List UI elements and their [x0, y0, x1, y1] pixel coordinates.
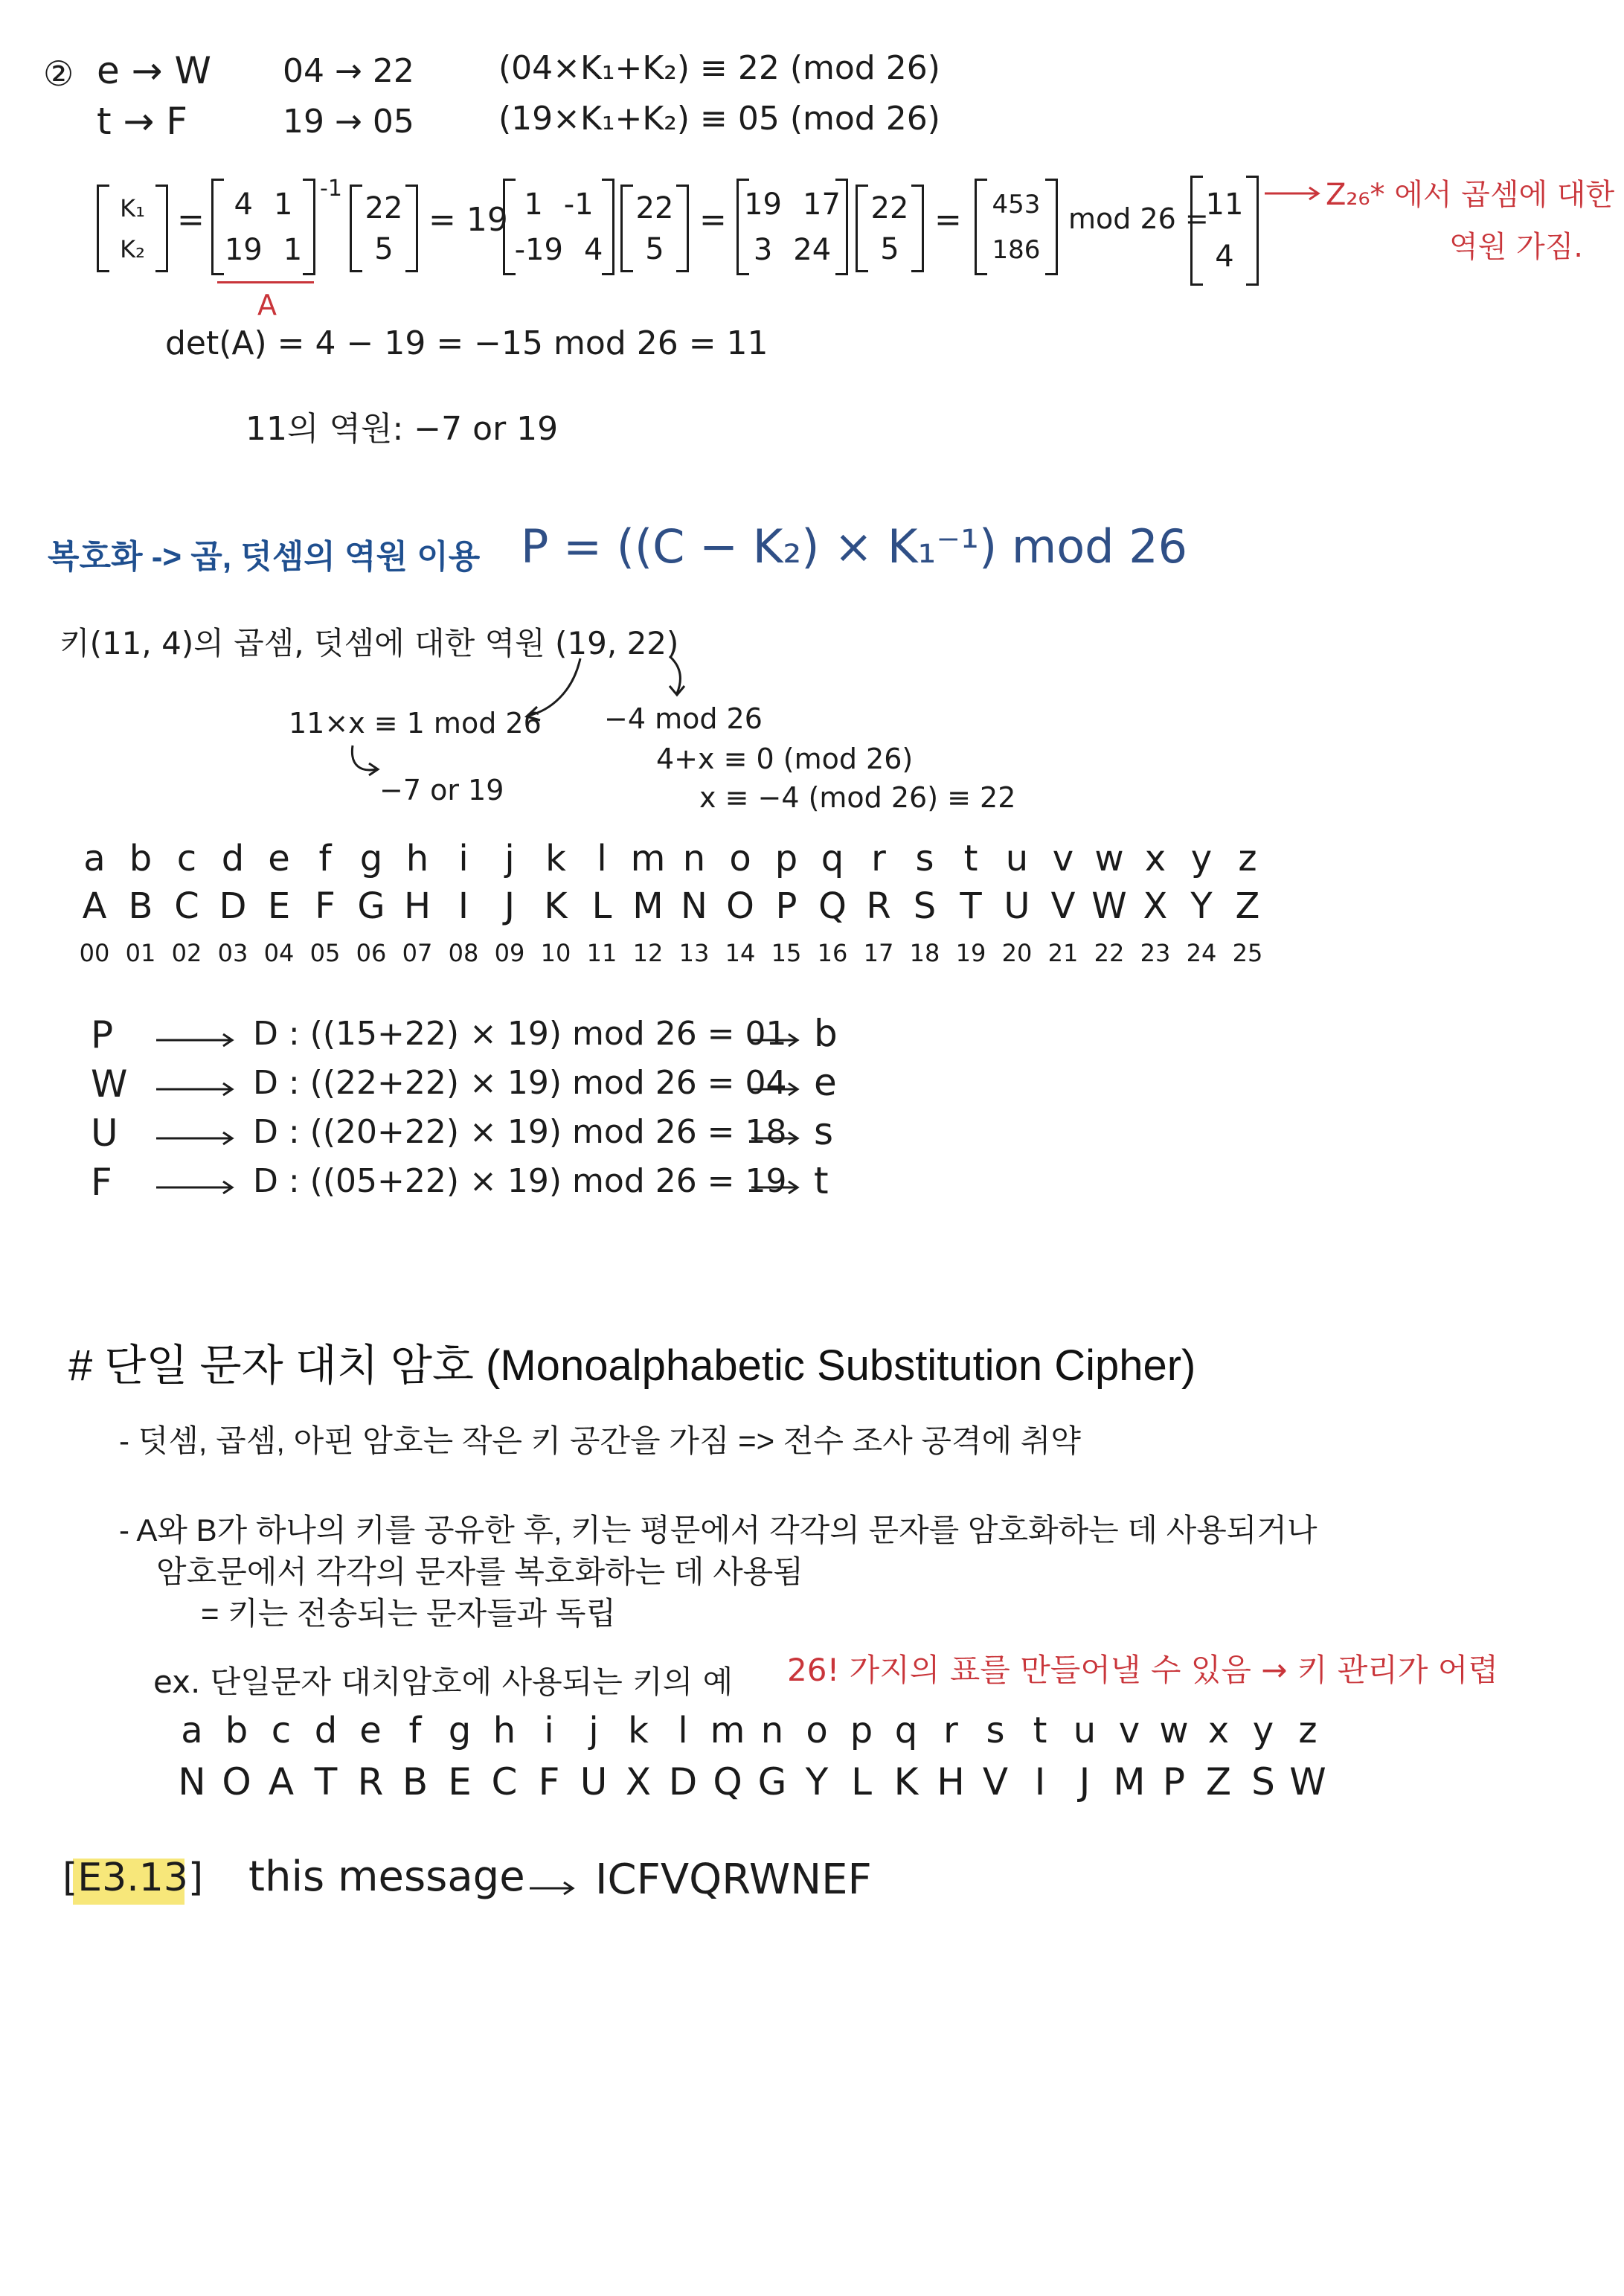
key-inverse-line: 키(11, 4)의 곱셈, 덧셈에 대한 역원 (19, 22): [60, 625, 679, 661]
k1-cell: K₁: [120, 193, 145, 222]
alphabet-upper-letter: Q: [818, 885, 847, 927]
decrypt-row-expression: D : ((05+22) × 19) mod 26 = 19: [253, 1162, 787, 1200]
alphabet-number: 07: [402, 939, 433, 967]
decrypt-row-expression: D : ((15+22) × 19) mod 26 = 01: [253, 1015, 787, 1053]
bullet-1: - 덧셈, 곱셈, 아핀 암호는 작은 키 공간을 가짐 => 전수 조사 공격에 취약: [119, 1423, 1081, 1458]
decrypt-row-from: W: [91, 1062, 128, 1106]
plain-letter: g: [448, 1710, 472, 1751]
cipher-letter: U: [580, 1760, 608, 1803]
mul-inverse-answer: −7 or 19: [379, 774, 504, 807]
red-arrow-icon: [1265, 186, 1324, 201]
r-4: 4: [1215, 240, 1234, 274]
cipher-letter: H: [937, 1760, 965, 1803]
alphabet-number: 14: [725, 939, 756, 967]
alphabet-upper-letter: F: [315, 885, 336, 927]
short-arrow-icon: [751, 1082, 803, 1097]
alphabet-number: 20: [1001, 939, 1033, 967]
plain-letter: a: [181, 1710, 203, 1751]
alphabet-upper-letter: M: [632, 885, 664, 927]
alphabet-lower-letter: t: [963, 838, 978, 879]
item-number: ②: [43, 54, 74, 94]
decrypt-row-result: s: [814, 1110, 834, 1153]
alphabet-lower-letter: y: [1190, 838, 1213, 879]
vector-22-5: [350, 185, 418, 272]
alphabet-lower-letter: p: [774, 838, 798, 879]
alphabet-upper-letter: S: [913, 885, 937, 927]
adj-22: 4: [583, 232, 603, 267]
plain-letter: q: [894, 1710, 918, 1751]
plain-letter: v: [1118, 1710, 1140, 1751]
alphabet-lower-letter: v: [1052, 838, 1074, 879]
example-ciphertext: ICFVQRWNEF: [595, 1856, 872, 1904]
short-arrow-icon: [751, 1033, 803, 1048]
plain-letter: n: [760, 1710, 784, 1751]
alphabet-number: 13: [678, 939, 710, 967]
a-21: 19: [224, 232, 263, 267]
vector-22-5-c: [856, 185, 924, 272]
v-186: 186: [992, 234, 1041, 265]
alphabet-upper-letter: N: [681, 885, 707, 927]
substitution-cipher-row: [170, 1760, 1330, 1803]
red-note-line-2: 역원 가짐.: [1449, 230, 1583, 264]
alphabet-lower-letter: x: [1144, 838, 1166, 879]
decrypt-heading: 복호화 -> 곱, 덧셈의 역원 이용: [48, 539, 481, 575]
alphabet-number: 22: [1094, 939, 1125, 967]
alphabet-number: 17: [863, 939, 894, 967]
alphabet-lower-letter: f: [318, 838, 332, 879]
plain-letter: f: [408, 1710, 422, 1751]
alphabet-number: 25: [1232, 939, 1263, 967]
v-5: 5: [374, 231, 394, 266]
cipher-letter: R: [357, 1760, 384, 1803]
plain-letter: o: [806, 1710, 828, 1751]
vc-5: 5: [880, 231, 899, 266]
alphabet-lower-letter: e: [268, 838, 290, 879]
alphabet-lower-letter: o: [729, 838, 751, 879]
equals-sign: =: [177, 201, 205, 239]
cipher-letter: F: [538, 1760, 560, 1803]
number-line-1: 04 → 22: [283, 52, 414, 90]
determinant-line: det(A) = 4 − 19 = −15 mod 26 = 11: [165, 324, 768, 362]
cipher-letter: W: [1289, 1760, 1326, 1803]
decrypt-row-result: b: [814, 1012, 838, 1055]
alphabet-upper-letter: D: [219, 885, 247, 927]
alphabet-lower-letter: j: [504, 838, 515, 879]
alphabet-upper-letter: U: [1004, 885, 1030, 927]
decrypt-row-from: F: [91, 1161, 112, 1204]
plain-letter: k: [628, 1710, 649, 1751]
section-title: # 단일 문자 대치 암호 (Monoalphabetic Substitution Cipher): [68, 1341, 1196, 1390]
cipher-letter: K: [893, 1760, 919, 1803]
alphabet-upper-letter: O: [726, 885, 754, 927]
decrypt-formula: P = ((C − K₂) × K₁⁻¹) mod 26: [521, 519, 1188, 574]
bullet-2-line-2: 암호문에서 각각의 문자를 복호화하는 데 사용됨: [156, 1554, 803, 1589]
alphabet-upper-letter: R: [866, 885, 891, 927]
alphabet-number: 15: [771, 939, 802, 967]
scalar-19: = 19: [429, 201, 508, 239]
vc-22: 22: [870, 190, 909, 225]
cipher-letter: D: [668, 1760, 698, 1803]
v-22: 22: [365, 190, 403, 225]
result-vector: [1190, 176, 1259, 286]
key-vector: [97, 185, 168, 272]
long-arrow-icon: [156, 1033, 238, 1048]
example-note: 26! 가지의 표를 만들어낼 수 있음 → 키 관리가 어렵: [787, 1652, 1498, 1688]
congruence-line-1: (04×K₁+K₂) ≡ 22 (mod 26): [498, 49, 940, 87]
adj-12: -1: [563, 187, 594, 222]
adj-11: 1: [524, 187, 543, 222]
alphabet-upper-letter: T: [960, 885, 982, 927]
alphabet-lower-row: [71, 838, 1271, 879]
vb-5: 5: [645, 231, 664, 266]
alphabet-number-row: [71, 939, 1271, 967]
alphabet-number: 21: [1047, 939, 1079, 967]
alphabet-lower-letter: s: [915, 838, 934, 879]
example-label: ex. 단일문자 대치암호에 사용되는 키의 예: [153, 1664, 734, 1700]
matrix-a-underline: [217, 281, 314, 283]
alphabet-upper-letter: A: [82, 885, 107, 927]
alphabet-upper-letter: P: [775, 885, 797, 927]
alphabet-lower-letter: b: [129, 838, 153, 879]
add-inverse-eq-2: 4+x ≡ 0 (mod 26): [656, 743, 914, 775]
cipher-letter: I: [1034, 1760, 1046, 1803]
alphabet-upper-letter: Y: [1190, 885, 1213, 927]
cipher-letter: G: [757, 1760, 787, 1803]
decrypt-row-expression: D : ((20+22) × 19) mod 26 = 18: [253, 1113, 787, 1151]
alphabet-number: 04: [263, 939, 295, 967]
cipher-letter: O: [222, 1760, 251, 1803]
m-12: 17: [803, 187, 841, 222]
alphabet-lower-letter: g: [359, 838, 383, 879]
substitution-plain-row: [170, 1710, 1330, 1751]
mul-inverse-eq: 11×x ≡ 1 mod 26: [289, 707, 542, 740]
alphabet-upper-letter: C: [174, 885, 199, 927]
cipher-letter: S: [1251, 1760, 1275, 1803]
a-11: 4: [234, 187, 253, 222]
adjugate-matrix: [503, 179, 614, 275]
plain-letter: e: [359, 1710, 382, 1751]
bullet-2-line-3: = 키는 전송되는 문자들과 독립: [201, 1596, 617, 1631]
alphabet-upper-row: [71, 885, 1271, 927]
alphabet-lower-letter: u: [1005, 838, 1029, 879]
alphabet-lower-letter: c: [176, 838, 197, 879]
alphabet-number: 05: [309, 939, 341, 967]
decrypt-row-from: U: [91, 1112, 118, 1155]
plain-letter: p: [850, 1710, 873, 1751]
r-11: 11: [1205, 187, 1244, 222]
vector-453-186: [975, 179, 1058, 275]
a-12: 1: [274, 187, 293, 222]
plain-letter: l: [678, 1710, 688, 1751]
m-11: 19: [744, 187, 782, 222]
inverse-superscript: -1: [320, 176, 342, 202]
mod26-label: mod 26 =: [1068, 202, 1209, 235]
plain-letter: u: [1073, 1710, 1097, 1751]
alphabet-number: 02: [171, 939, 202, 967]
alphabet-number: 01: [125, 939, 156, 967]
alphabet-number: 00: [79, 939, 110, 967]
alphabet-number: 12: [632, 939, 664, 967]
alphabet-upper-letter: W: [1091, 885, 1127, 927]
matrix-19-17: [736, 179, 848, 275]
alphabet-number: 11: [586, 939, 617, 967]
congruence-line-2: (19×K₁+K₂) ≡ 05 (mod 26): [498, 100, 940, 138]
long-arrow-icon: [156, 1131, 238, 1146]
mapping-line-2: t → F: [97, 100, 188, 143]
cipher-letter: Y: [805, 1760, 829, 1803]
mapping-line-1: e → W: [97, 49, 211, 92]
equals-sign-2: =: [699, 201, 727, 239]
alphabet-lower-letter: m: [630, 838, 666, 879]
alphabet-lower-letter: n: [682, 838, 706, 879]
alphabet-lower-letter: w: [1094, 838, 1124, 879]
plain-letter: r: [943, 1710, 958, 1751]
plain-letter: t: [1033, 1710, 1047, 1751]
plain-letter: w: [1159, 1710, 1189, 1751]
decrypt-row-result: t: [814, 1159, 829, 1202]
plain-letter: y: [1252, 1710, 1274, 1751]
alphabet-lower-letter: k: [545, 838, 566, 879]
cipher-letter: Q: [713, 1760, 742, 1803]
add-inverse-eq-3: x ≡ −4 (mod 26) ≡ 22: [699, 781, 1016, 814]
k2-cell: K₂: [120, 234, 145, 263]
alphabet-upper-letter: L: [591, 885, 612, 927]
long-arrow-icon: [156, 1082, 238, 1097]
alphabet-upper-letter: J: [504, 885, 516, 927]
short-arrow-icon: [751, 1131, 803, 1146]
plain-letter: z: [1298, 1710, 1318, 1751]
equals-sign-3: =: [934, 201, 962, 239]
alphabet-lower-letter: r: [871, 838, 886, 879]
short-arrow-icon: [751, 1180, 803, 1195]
alphabet-number: 06: [356, 939, 387, 967]
matrix-a: [211, 179, 315, 275]
cipher-letter: L: [851, 1760, 872, 1803]
decrypt-row-from: P: [91, 1013, 114, 1056]
alphabet-number: 10: [540, 939, 571, 967]
plain-letter: j: [588, 1710, 599, 1751]
cipher-letter: B: [402, 1760, 429, 1803]
v-453: 453: [992, 189, 1041, 219]
alphabet-upper-letter: Z: [1235, 885, 1260, 927]
cipher-letter: C: [491, 1760, 518, 1803]
alphabet-upper-letter: I: [458, 885, 469, 927]
plain-letter: m: [710, 1710, 745, 1751]
plain-letter: h: [492, 1710, 516, 1751]
vector-22-5-b: [620, 185, 689, 272]
plain-letter: i: [544, 1710, 554, 1751]
inverse-line: 11의 역원: −7 or 19: [245, 410, 559, 448]
m-21: 3: [753, 232, 773, 267]
alphabet-upper-letter: X: [1143, 885, 1168, 927]
arrow-right-icon: [530, 1881, 577, 1896]
alphabet-lower-letter: i: [458, 838, 469, 879]
vb-22: 22: [635, 190, 674, 225]
cipher-letter: M: [1113, 1760, 1146, 1803]
plain-letter: x: [1207, 1710, 1230, 1751]
alphabet-number: 24: [1186, 939, 1217, 967]
example-plaintext: this message: [248, 1853, 525, 1901]
alphabet-number: 19: [955, 939, 986, 967]
cipher-letter: J: [1079, 1760, 1091, 1803]
plain-letter: b: [225, 1710, 248, 1751]
alphabet-number: 23: [1140, 939, 1171, 967]
cipher-letter: E: [448, 1760, 472, 1803]
plain-letter: c: [271, 1710, 292, 1751]
matrix-a-label: A: [257, 289, 277, 321]
plain-letter: d: [314, 1710, 338, 1751]
cipher-letter: X: [625, 1760, 652, 1803]
plain-letter: s: [986, 1710, 1005, 1751]
alphabet-number: 18: [909, 939, 940, 967]
curved-arrow-icon-2: [662, 655, 692, 699]
m-22: 24: [793, 232, 832, 267]
bullet-2-line-1: - A와 B가 하나의 키를 공유한 후, 키는 평문에서 각각의 문자를 암호화하는 데 사용되거나: [119, 1513, 1318, 1548]
example-tag: [E3.13]: [62, 1856, 204, 1900]
number-line-2: 19 → 05: [283, 103, 414, 141]
alphabet-upper-letter: H: [403, 885, 431, 927]
alphabet-number: 08: [448, 939, 479, 967]
cipher-letter: N: [178, 1760, 206, 1803]
alphabet-upper-letter: E: [267, 885, 291, 927]
cipher-letter: T: [314, 1760, 338, 1803]
alphabet-lower-letter: l: [597, 838, 607, 879]
alphabet-lower-letter: d: [221, 838, 245, 879]
alphabet-number: 09: [494, 939, 525, 967]
alphabet-upper-letter: G: [357, 885, 385, 927]
a-22: 1: [283, 232, 303, 267]
adj-21: -19: [514, 232, 563, 267]
alphabet-lower-letter: a: [83, 838, 106, 879]
cipher-letter: V: [982, 1760, 1009, 1803]
alphabet-upper-letter: K: [544, 885, 568, 927]
alphabet-upper-letter: V: [1050, 885, 1076, 927]
cipher-letter: Z: [1205, 1760, 1232, 1803]
cipher-letter: A: [268, 1760, 295, 1803]
long-arrow-icon: [156, 1180, 238, 1195]
alphabet-lower-letter: h: [405, 838, 429, 879]
alphabet-upper-letter: B: [128, 885, 153, 927]
add-inverse-eq-1: −4 mod 26: [604, 702, 763, 735]
decrypt-row-result: e: [814, 1061, 837, 1104]
cipher-letter: P: [1162, 1760, 1186, 1803]
alphabet-lower-letter: z: [1238, 838, 1257, 879]
red-note-line-1: Z₂₆* 에서 곱셈에 대한: [1326, 178, 1615, 212]
alphabet-number: 03: [217, 939, 248, 967]
hook-arrow-icon: [347, 744, 384, 781]
alphabet-lower-letter: q: [821, 838, 844, 879]
alphabet-number: 16: [817, 939, 848, 967]
decrypt-row-expression: D : ((22+22) × 19) mod 26 = 04: [253, 1064, 787, 1102]
